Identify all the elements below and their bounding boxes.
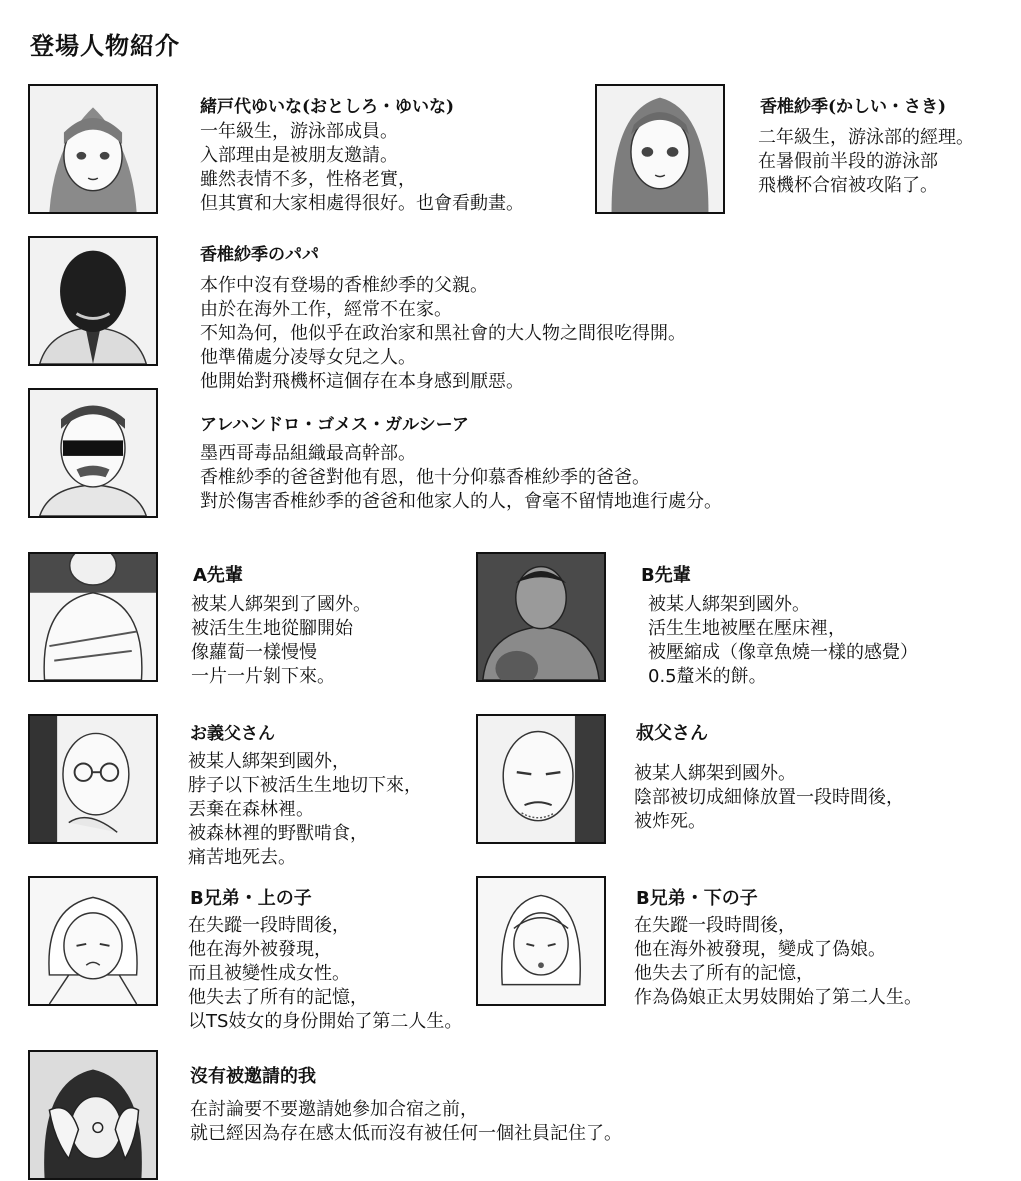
- description-line: 在失蹤一段時間後，: [634, 915, 796, 936]
- boy-crying-portrait: [28, 876, 158, 1006]
- description-line: 一片一片剝下來。: [191, 666, 335, 687]
- girl-long-hair-portrait: [595, 84, 725, 214]
- character-description: [190, 1098, 622, 1146]
- description-line: 但其實和大家相處得很好。也會看動畫。: [200, 193, 524, 214]
- description-line: 他在海外被發現，變成了偽娘。: [634, 939, 886, 960]
- description-line: 被壓縮成（像章魚燒一樣的感覺）: [648, 642, 918, 663]
- description-line: 對於傷害香椎紗季的爸爸和他家人的人，會毫不留情地進行處分。: [200, 491, 722, 512]
- character-description: [200, 442, 722, 514]
- description-line: 痛苦地死去。: [188, 847, 296, 868]
- description-line: 被某人綁架到國外。: [648, 594, 810, 615]
- description-line: 就已經因為存在感太低而沒有被任何一個社員記住了。: [190, 1123, 622, 1144]
- dark-skinned-man-portrait: [476, 552, 606, 682]
- character-description: [188, 750, 422, 870]
- description-line: 入部理由是被朋友邀請。: [200, 145, 398, 166]
- shadowed-man-portrait: [28, 236, 158, 366]
- description-line: 雖然表情不多，性格老實，: [200, 169, 416, 190]
- boy-head-in-hands-portrait: [28, 1050, 158, 1180]
- description-line: 由於在海外工作，經常不在家。: [200, 299, 452, 320]
- character-name: B兄弟・下の子: [636, 888, 758, 909]
- description-line: 他失去了所有的記憶，: [634, 963, 814, 984]
- description-line: 不知為何，他似乎在政治家和黑社會的大人物之間很吃得開。: [200, 323, 686, 344]
- page-title: 登場人物紹介: [30, 32, 180, 60]
- description-line: 他失去了所有的記憶，: [188, 987, 368, 1008]
- description-line: 在暑假前半段的游泳部: [758, 151, 938, 172]
- description-line: 本作中沒有登場的香椎紗季的父親。: [200, 275, 488, 296]
- old-man-glasses-portrait: [28, 714, 158, 844]
- character-name: お義父さん: [190, 724, 275, 744]
- description-line: 在失蹤一段時間後，: [188, 915, 350, 936]
- description-line: 二年級生，游泳部的經理。: [758, 127, 974, 148]
- description-line: 脖子以下被活生生地切下來，: [188, 775, 422, 796]
- shirtless-man-portrait: [28, 552, 158, 682]
- character-name: 叔父さん: [636, 723, 708, 744]
- bald-man-portrait: [476, 714, 606, 844]
- description-line: 墨西哥毒品組織最高幹部。: [200, 443, 416, 464]
- character-description: [648, 593, 918, 689]
- description-line: 一年級生，游泳部成員。: [200, 121, 398, 142]
- character-name: B兄弟・上の子: [190, 888, 312, 909]
- description-line: 活生生地被壓在壓床裡，: [648, 618, 846, 639]
- character-name: 香椎紗季(かしい・さき): [760, 97, 947, 117]
- character-name: 香椎紗季のパパ: [200, 245, 319, 265]
- description-line: 而且被變性成女性。: [188, 963, 350, 984]
- description-line: 他在海外被發現，: [188, 939, 332, 960]
- description-line: 以TS妓女的身份開始了第二人生。: [188, 1011, 463, 1032]
- description-line: 被炸死。: [634, 811, 706, 832]
- description-line: 飛機杯合宿被攻陷了。: [758, 175, 938, 196]
- man-censored-eyes-portrait: [28, 388, 158, 518]
- character-description: [188, 914, 462, 1034]
- character-description: [191, 593, 371, 689]
- description-line: 被某人綁架到了國外。: [191, 594, 371, 615]
- description-line: 0.5釐米的餅。: [648, 666, 767, 687]
- description-line: 在討論要不要邀請她參加合宿之前，: [190, 1099, 478, 1120]
- description-line: 被活生生地從腳開始: [191, 618, 353, 639]
- character-name: 緒戸代ゆいな(おとしろ・ゆいな): [200, 97, 455, 117]
- character-name: アレハンドロ・ゴメス・ガルシーア: [200, 415, 469, 435]
- character-name: A先輩: [193, 565, 243, 586]
- character-name: 沒有被邀請的我: [190, 1066, 316, 1087]
- character-description: [758, 126, 974, 198]
- character-description: [634, 914, 922, 1010]
- description-line: 他準備處分凌辱女兒之人。: [200, 347, 416, 368]
- description-line: 被某人綁架到國外，: [188, 751, 350, 772]
- description-line: 陰部被切成細條放置一段時間後，: [634, 787, 904, 808]
- description-line: 作為偽娘正太男妓開始了第二人生。: [634, 987, 922, 1008]
- description-line: 香椎紗季的爸爸對他有恩，他十分仰慕香椎紗季的爸爸。: [200, 467, 650, 488]
- girl-short-hair-portrait: [28, 84, 158, 214]
- description-line: 像蘿蔔一樣慢慢: [191, 642, 317, 663]
- character-description: [200, 120, 524, 216]
- boy-bob-hair-portrait: [476, 876, 606, 1006]
- character-description: [634, 762, 904, 834]
- description-line: 被某人綁架到國外。: [634, 763, 796, 784]
- description-line: 被森林裡的野獸啃食，: [188, 823, 368, 844]
- description-line: 丟棄在森林裡。: [188, 799, 314, 820]
- character-description: [200, 274, 686, 394]
- character-name: B先輩: [641, 565, 691, 586]
- description-line: 他開始對飛機杯這個存在本身感到厭惡。: [200, 371, 524, 392]
